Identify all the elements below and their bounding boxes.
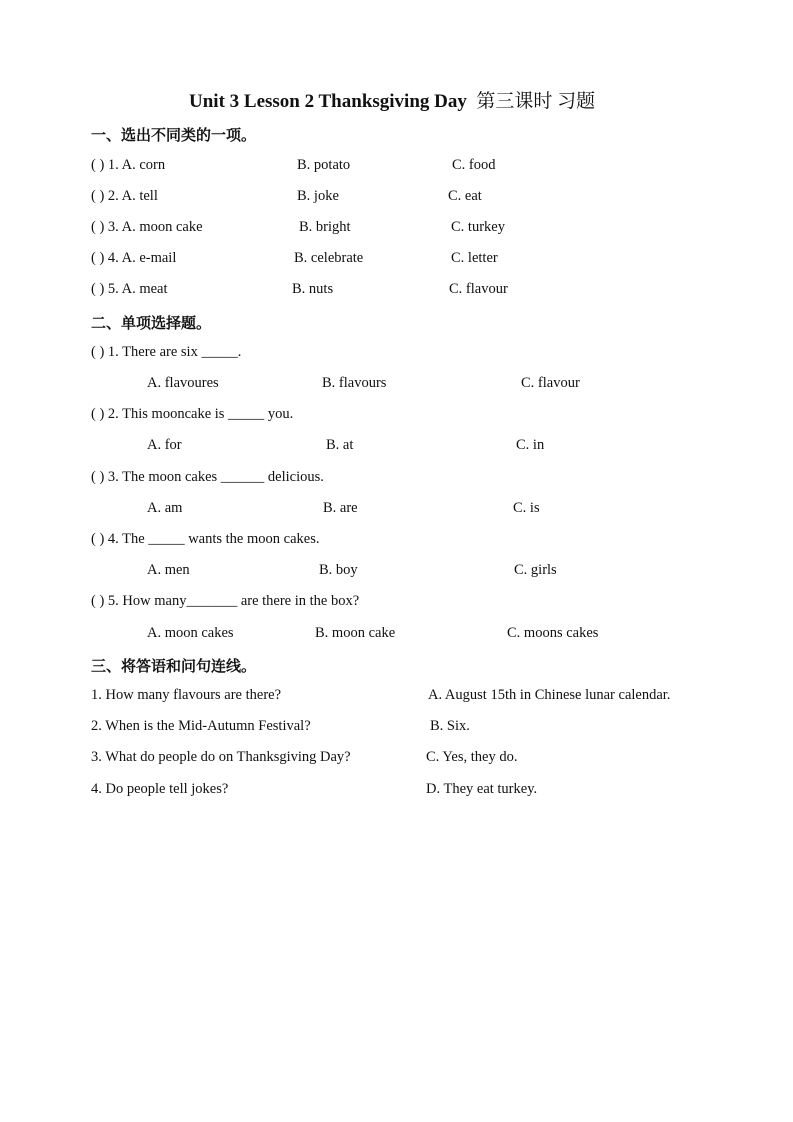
s3-answer-d: D. They eat turkey. [426,781,538,797]
s3-question-3: 3. What do people do on Thanksgiving Day? [91,749,351,765]
s1-q1-prefix: ( ) 1. A. corn [91,157,166,173]
s1-q2-option-b: B. joke [297,188,339,204]
s2-q4-question: ( ) 4. The _____ wants the moon cakes. [91,531,320,547]
s2-q3-option-b: B. are [323,500,358,516]
section1-heading: 一、选出不同类的一项。 [91,126,257,144]
s1-q4-option-b: B. celebrate [294,250,364,266]
s3-answer-a: A. August 15th in Chinese lunar calendar. [428,687,671,703]
s1-q3-option-c: C. turkey [451,219,505,235]
s2-q1-question: ( ) 1. There are six _____. [91,344,242,360]
s3-answer-c: C. Yes, they do. [426,749,518,765]
s3-question-1: 1. How many flavours are there? [91,687,282,703]
s2-q2-option-b: B. at [326,437,354,453]
s1-q2-option-c: C. eat [448,188,482,204]
s2-q2-option-a: A. for [147,437,182,453]
s2-q3-question: ( ) 3. The moon cakes ______ delicious. [91,469,324,485]
s2-q5-option-b: B. moon cake [315,625,396,641]
s2-q2-question: ( ) 2. This mooncake is _____ you. [91,406,294,422]
s2-q1-option-a: A. flavoures [147,375,219,391]
s2-q4-option-c: C. girls [514,562,557,578]
section2-heading: 二、单项选择题。 [91,314,212,332]
s2-q5-option-c: C. moons cakes [507,625,599,641]
s3-answer-b: B. Six. [430,718,470,734]
s2-q4-option-b: B. boy [319,562,358,578]
s1-q4-prefix: ( ) 4. A. e-mail [91,250,177,266]
s2-q1-option-c: C. flavour [521,375,580,391]
title-english: Unit 3 Lesson 2 Thanksgiving Day [189,91,467,112]
s2-q1-option-b: B. flavours [322,375,387,391]
page-title [189,86,595,113]
s1-q5-option-b: B. nuts [292,281,334,297]
s2-q2-option-c: C. in [516,437,545,453]
s3-question-2: 2. When is the Mid-Autumn Festival? [91,718,311,734]
s1-q1-option-c: C. food [452,157,496,173]
s2-q5-option-a: A. moon cakes [147,625,234,641]
s2-q5-question: ( ) 5. How many_______ are there in the box? [91,593,360,609]
title-chinese: 第三课时 习题 [476,91,596,112]
s1-q3-option-b: B. bright [299,219,351,235]
s2-q3-option-a: A. am [147,500,183,516]
s2-q4-option-a: A. men [147,562,190,578]
s1-q4-option-c: C. letter [451,250,498,266]
s1-q5-prefix: ( ) 5. A. meat [91,281,168,297]
s1-q5-option-c: C. flavour [449,281,508,297]
s2-q3-option-c: C. is [513,500,540,516]
s1-q3-prefix: ( ) 3. A. moon cake [91,219,203,235]
s1-q2-prefix: ( ) 2. A. tell [91,188,158,204]
s1-q1-option-b: B. potato [297,157,351,173]
s3-question-4: 4. Do people tell jokes? [91,781,229,797]
section3-heading: 三、将答语和问句连线。 [91,657,257,675]
